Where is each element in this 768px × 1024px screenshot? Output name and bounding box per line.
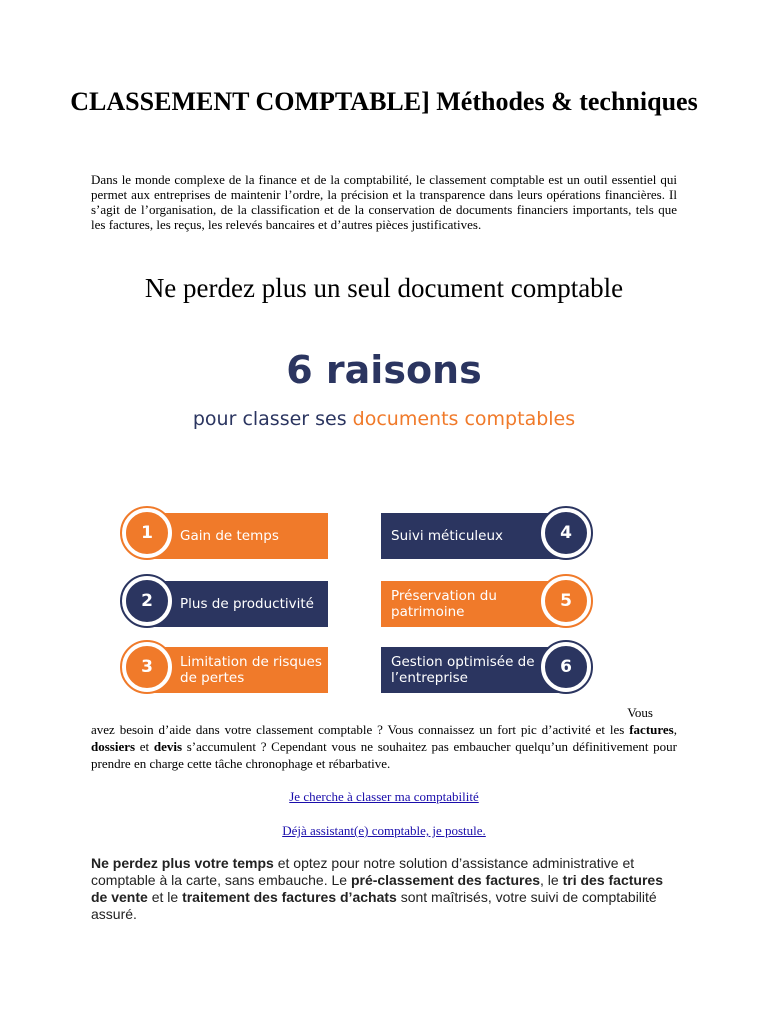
document-title: CLASSEMENT COMPTABLE] Méthodes & techniques [70, 87, 698, 116]
reason-4 [381, 513, 599, 559]
bold-devis: devis [153, 739, 183, 754]
reason-label: Gestion optimisée de l’entreprise [391, 654, 535, 686]
link-classer-comptabilite[interactable]: Je cherche à classer ma comptabilité [289, 789, 479, 804]
reason-label: Préservation du patrimoine [391, 588, 497, 620]
reason-number: 3 [123, 643, 171, 691]
reason-3 [110, 647, 328, 693]
infographic-subtitle-accent: documents comptables [352, 408, 576, 430]
infographic-subtitle [100, 406, 668, 432]
reason-5 [381, 581, 599, 627]
closing-text: sont maîtrisés, votre suivi de comptabilité assuré. [91, 889, 657, 922]
bold-text: tri des factures de vente [91, 872, 663, 905]
bold-text: pré-classement des factures [350, 872, 541, 888]
help-paragraph-lead: Vous [627, 705, 653, 720]
infographic-subtitle-part1: pour classer ses [192, 408, 353, 430]
reason-number: 2 [123, 577, 171, 625]
closing-text: et le [147, 889, 183, 905]
bold-dossiers: dossiers [91, 739, 136, 754]
separator: et [135, 739, 154, 754]
reason-label: Gain de temps [180, 528, 279, 544]
closing-paragraph [91, 855, 677, 923]
bold-factures: factures [629, 722, 674, 737]
reason-1 [110, 513, 328, 559]
help-paragraph-text: s’accumulent ? Cependant vous ne souhaitez pas embaucher quelqu’un définitivement pour prendre en charge cette tâche chronophage et rébarbative. [91, 739, 677, 771]
help-paragraph-text: avez besoin d’aide dans votre classement comptable ? Vous connaissez un fort pic d’activité et les [91, 722, 630, 737]
reason-label: Suivi méticuleux [391, 528, 503, 544]
closing-text: et optez pour notre solution d’assistance administrative et comptable à la carte, sans embauche. Le [91, 855, 635, 888]
reason-number: 5 [542, 577, 590, 625]
intro-paragraph: Dans le monde complexe de la finance et de la comptabilité, le classement comptable est un outil essentiel qui permet aux entreprises de maintenir l’ordre, la précision et la transparence dans leurs opérations financières. Il s’agit de l’organisation, de la classification et de la conservation de documents financiers importants, tels que les factures, les reçus, les relevés bancaires et d’autres pièces justificatives. [91, 172, 677, 232]
infographic-title: 6 raisons [286, 348, 482, 392]
reason-label: Plus de productivité [180, 596, 314, 612]
reason-label: Limitation de risques de pertes [180, 654, 322, 686]
separator: , [673, 722, 677, 737]
subheading: Ne perdez plus un seul document comptable [144, 273, 624, 303]
reason-number: 1 [123, 509, 171, 557]
link-postuler-assistant[interactable]: Déjà assistant(e) comptable, je postule. [282, 823, 486, 838]
reason-number: 6 [542, 643, 590, 691]
help-paragraph [91, 704, 677, 772]
bold-text: traitement des factures d’achats [182, 889, 397, 905]
reason-number: 4 [542, 509, 590, 557]
bold-text: Ne perdez plus votre temps [91, 855, 274, 871]
infographic [100, 340, 668, 710]
reason-2 [110, 581, 328, 627]
closing-text: , le [540, 872, 563, 888]
reason-6 [381, 647, 599, 693]
